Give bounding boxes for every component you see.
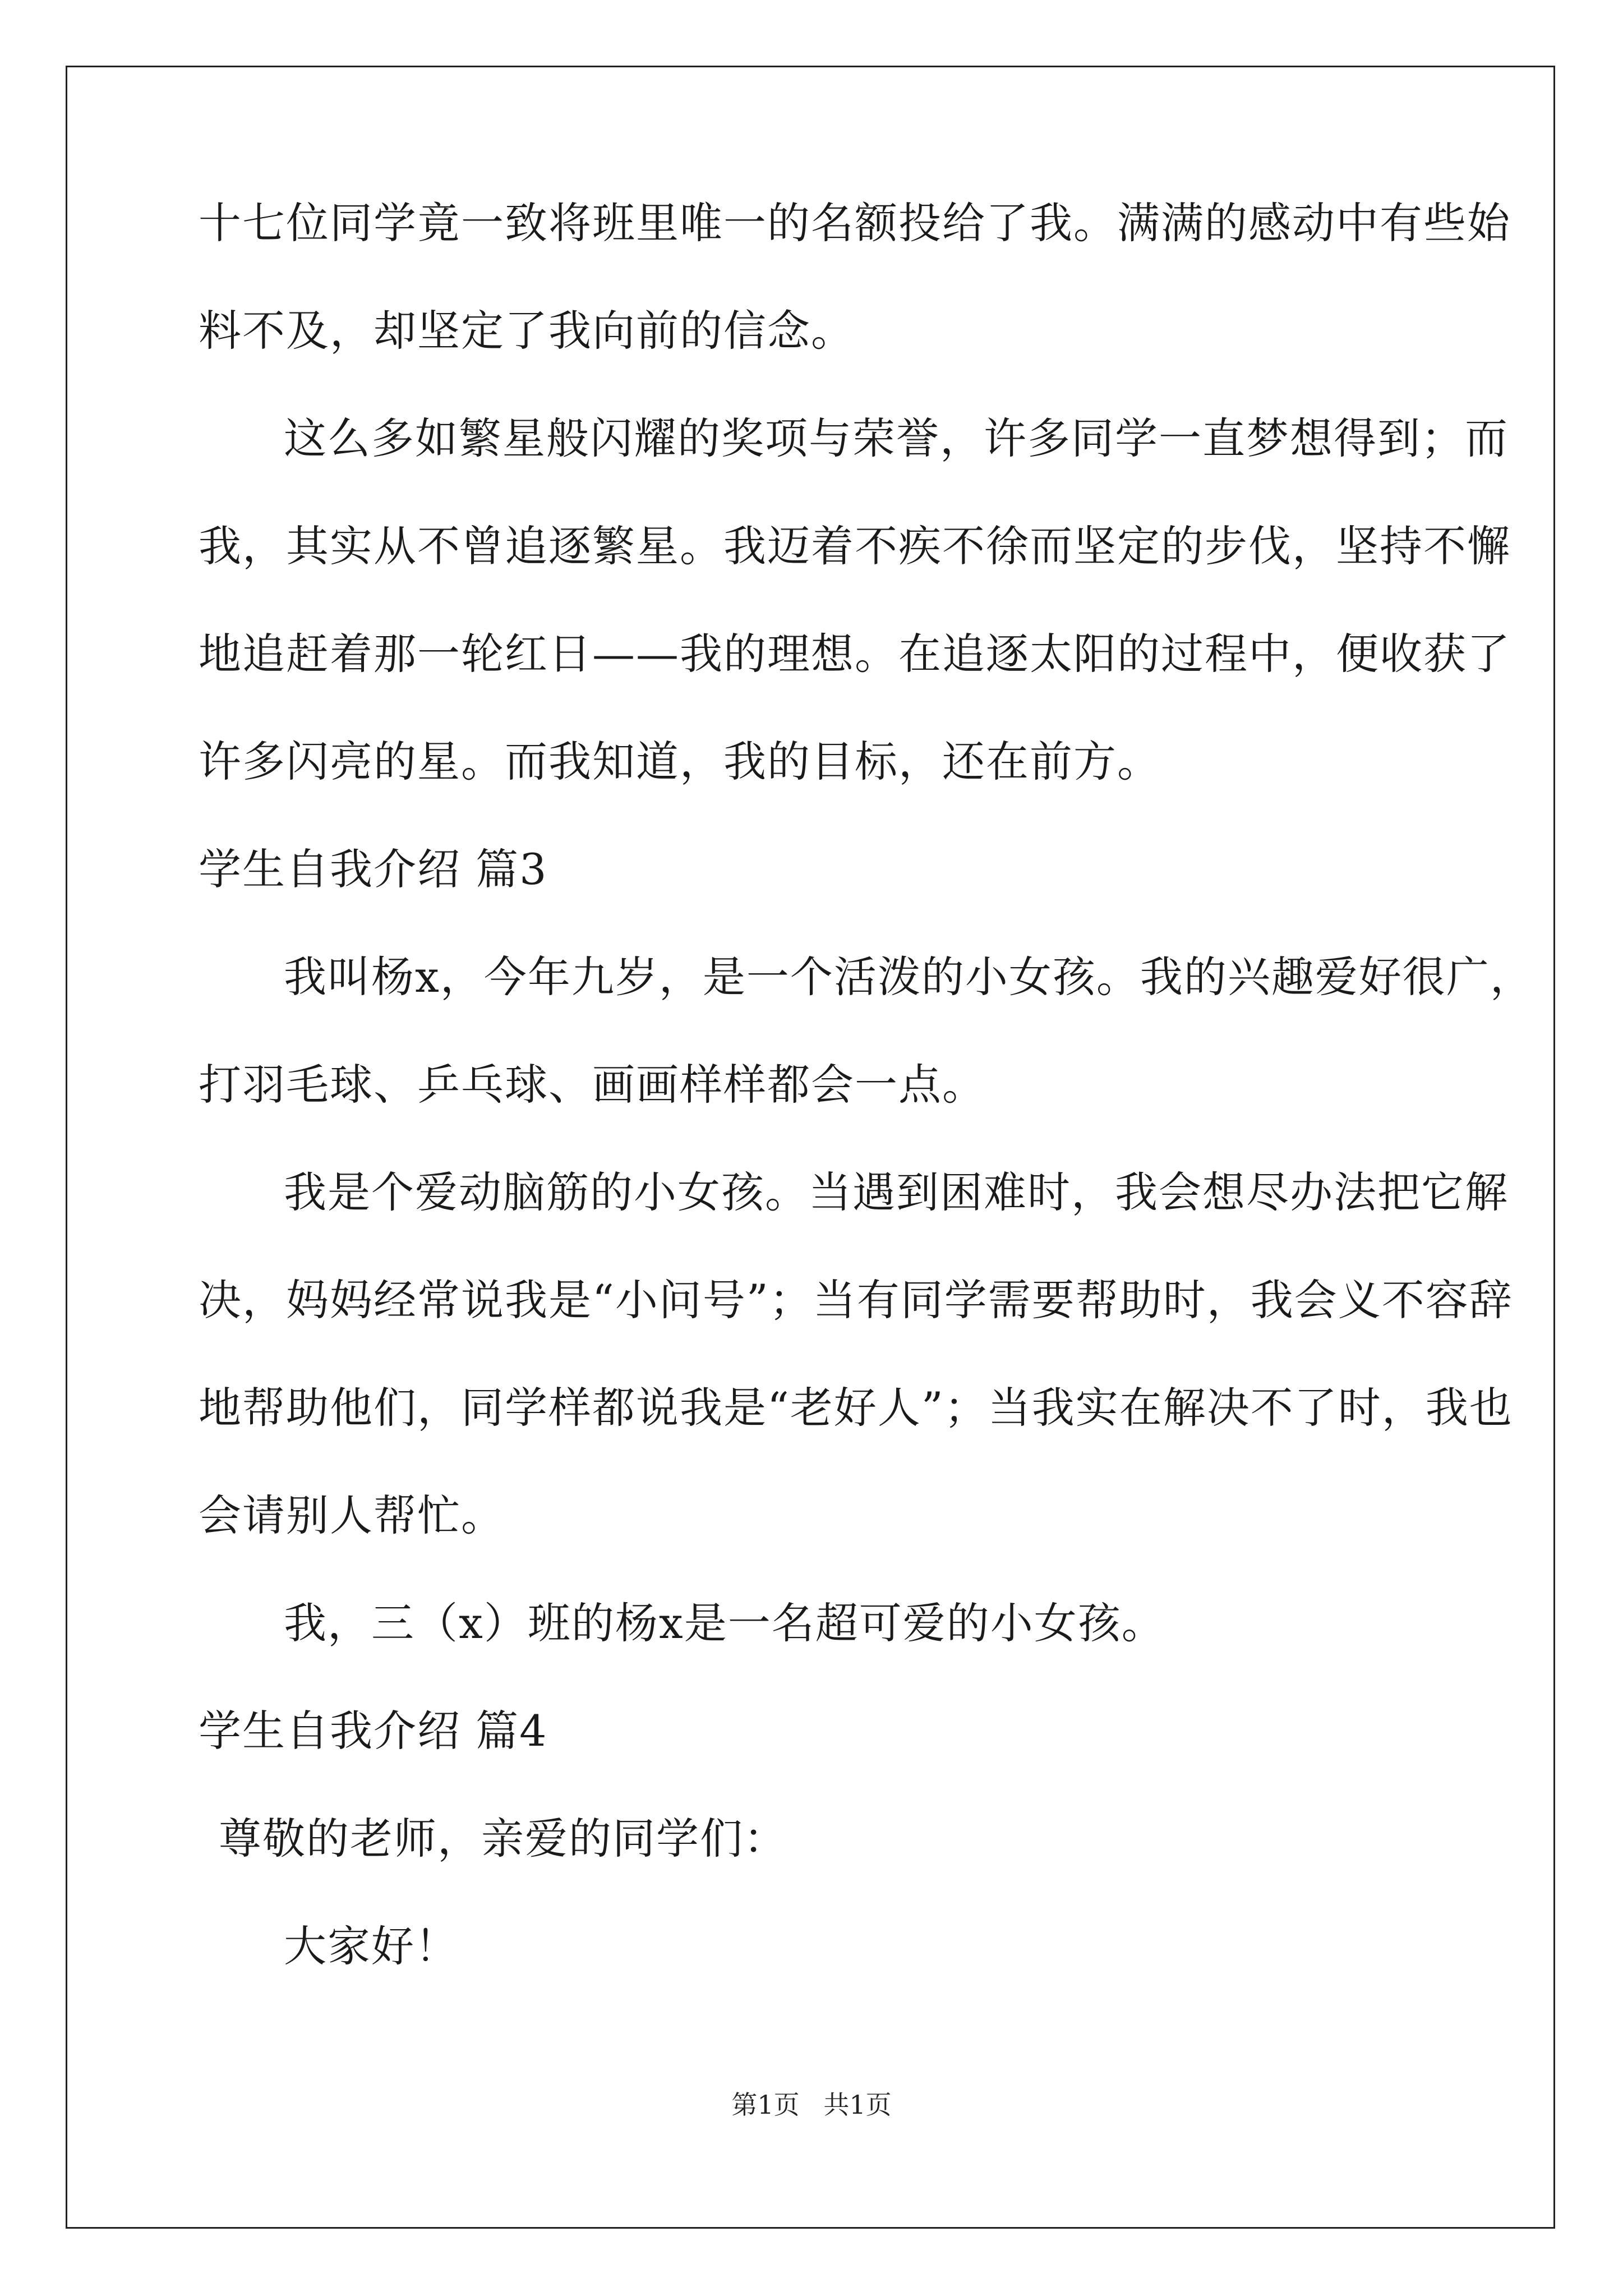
salutation: 尊敬的老师，亲爱的同学们： [219,1814,787,1864]
paragraph [199,1166,1513,1543]
text-line: 决，妈妈经常说我是“小问号”；当有同学需要帮助时，我会义不容辞 [199,1275,1513,1325]
section-heading: 学生自我介绍 篇4 [199,1706,548,1756]
section-heading: 学生自我介绍 篇3 [199,844,548,894]
paragraph [199,1596,1455,1650]
page-number: 第1页 [731,2090,800,2120]
text-line: 我是个爱动脑筋的小女孩。当遇到困难时，我会想尽办法把它解 [284,1167,1509,1217]
text-line: 打羽毛球、乒乓球、画画样样都会一点。 [199,1060,986,1110]
text-line: 地帮助他们，同学样都说我是“老好人”；当我实在解决不了时，我也 [199,1383,1513,1433]
text-line: 料不及，却坚定了我向前的信念。 [199,306,855,356]
text-line: 我，三（x）班的杨x是一名超可爱的小女孩。 [284,1598,1165,1648]
paragraph [199,950,1534,1112]
page-total: 共1页 [823,2090,892,2120]
paragraph [199,196,1511,358]
text-line: 会请别人帮忙。 [199,1490,505,1540]
text-line: 地追赶着那一轮红日——我的理想。在追逐太阳的过程中，便收获了 [199,629,1511,679]
text-line: 我，其实从不曾追逐繁星。我迈着不疾不徐而坚定的步伐，坚持不懈 [199,521,1511,571]
document-body [199,196,1534,1973]
text-line: 许多闪亮的星。而我知道，我的目标，还在前方。 [199,737,1161,786]
paragraph [199,412,1511,789]
text-line: 这么多如繁星般闪耀的奖项与荣誉，许多同学一直梦想得到；而 [284,413,1509,463]
text-line: 十七位同学竟一致将班里唯一的名额投给了我。满满的感动中有些始 [199,198,1511,248]
greeting: 大家好！ [284,1921,459,1971]
page-footer [0,2088,1623,2122]
text-line: 我叫杨x，今年九岁，是一个活泼的小女孩。我的兴趣爱好很广， [284,952,1534,1002]
